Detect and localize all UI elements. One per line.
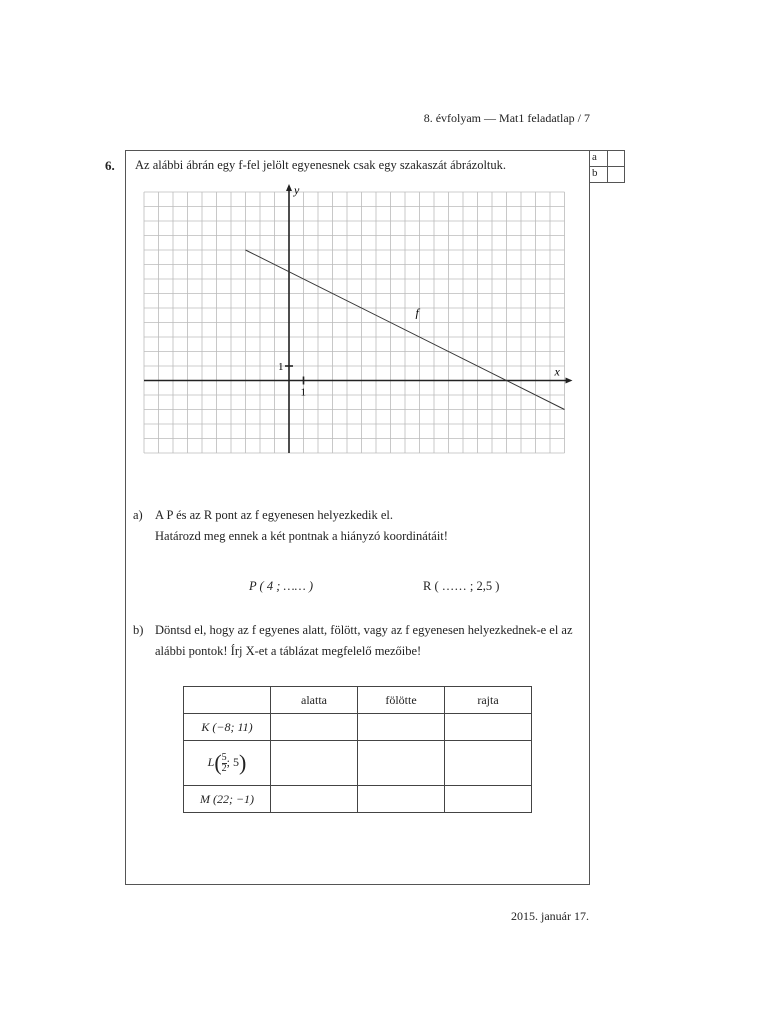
table-header-empty — [184, 687, 271, 714]
frac-den: 2 — [221, 762, 227, 774]
cell-l-folotte[interactable] — [358, 741, 445, 786]
line-f-label: f — [415, 305, 419, 320]
cell-k-rajta[interactable] — [445, 714, 532, 741]
point-p: P ( 4 ; …… ) — [249, 579, 314, 593]
part-b-line1 — [133, 623, 573, 638]
unit-x-label: 1 — [300, 386, 306, 399]
x-axis-label: x — [554, 364, 560, 379]
cell-l-alatta[interactable] — [271, 741, 358, 786]
row-point-m: M (22; −1) — [184, 786, 271, 813]
table-header-folotte: fölötte — [358, 687, 445, 714]
score-cell-b[interactable] — [608, 167, 625, 183]
table-header-rajta: rajta — [445, 687, 532, 714]
cell-k-folotte[interactable] — [358, 714, 445, 741]
part-b-label: b) — [133, 623, 144, 637]
cell-m-rajta[interactable] — [445, 786, 532, 813]
y-axis-label: y — [294, 183, 300, 197]
axes — [144, 184, 573, 453]
grid — [144, 192, 565, 453]
cell-l-rajta[interactable] — [445, 741, 532, 786]
page-header: 8. évfolyam — Mat1 feladatlap / 7 — [423, 111, 590, 125]
part-a-line2: Határozd meg ennek a két pontnak a hiányzó koordinátáit! — [155, 529, 448, 543]
unit-y-label: 1 — [278, 361, 284, 373]
cell-m-folotte[interactable] — [358, 786, 445, 813]
score-box — [589, 150, 625, 183]
part-b-line2: alábbi pontok! Írj X-et a táblázat megfelelő mezőibe! — [155, 644, 422, 658]
part-a-text1: A P és az R pont az f egyenesen helyezkedik el. — [155, 508, 393, 522]
point-l-rest: ; 5 — [226, 754, 240, 769]
row-point-l — [184, 741, 271, 786]
table-row — [184, 786, 532, 813]
point-l-name: L — [207, 754, 215, 769]
cell-m-alatta[interactable] — [271, 786, 358, 813]
frac-num: 5 — [221, 751, 227, 763]
table-row — [184, 741, 532, 786]
answer-table — [183, 686, 532, 813]
cell-k-alatta[interactable] — [271, 714, 358, 741]
task-intro: Az alábbi ábrán egy f-fel jelölt egyenesnek csak egy szakaszát ábrázoltuk. — [135, 158, 507, 172]
paren-close: ) — [239, 750, 247, 775]
coordinate-graph — [130, 180, 580, 498]
part-a-line1 — [133, 508, 393, 523]
task-number: 6. — [105, 158, 115, 173]
point-r: R ( …… ; 2,5 ) — [423, 579, 500, 593]
score-label-a: a — [590, 151, 608, 167]
table-header-alatta: alatta — [271, 687, 358, 714]
paren-open: ( — [214, 750, 222, 775]
row-point-k: K (−8; 11) — [184, 714, 271, 741]
x-axis-arrow — [566, 378, 573, 384]
page-footer: 2015. január 17. — [511, 909, 589, 923]
part-b-text1: Döntsd el, hogy az f egyenes alatt, fölött, vagy az f egyenesen helyezkednek-e el az — [155, 623, 573, 637]
y-axis-arrow — [286, 184, 292, 191]
score-cell-a[interactable] — [608, 151, 625, 167]
part-a-label: a) — [133, 508, 143, 522]
table-row — [184, 714, 532, 741]
score-label-b: b — [590, 167, 608, 183]
